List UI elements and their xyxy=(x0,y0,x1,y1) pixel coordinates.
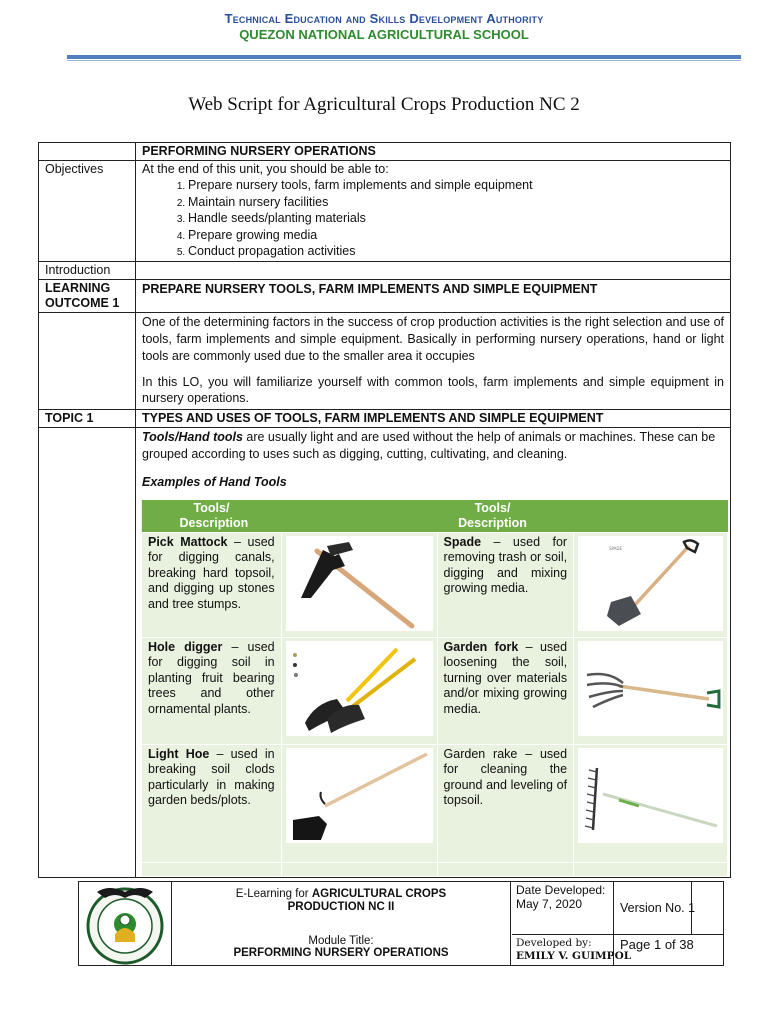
introduction-cell xyxy=(136,261,731,279)
objective-item: 3. Handle seeds/planting materials xyxy=(188,210,724,227)
elearning-course-line1: AGRICULTURAL CROPS xyxy=(311,888,447,900)
developed-label: Developed by: xyxy=(516,937,592,949)
pick-mattock-icon xyxy=(286,536,433,631)
learning-outcome-label xyxy=(39,279,136,312)
topic-content xyxy=(136,427,731,877)
hole-digger-image xyxy=(281,637,437,744)
blank-cell xyxy=(39,143,136,161)
tool-desc-hole-digger: Hole digger – used for digging soil in planting fruit bearing trees and other ornamental plants. xyxy=(142,637,282,744)
objective-item: 1. Prepare nursery tools, farm implements and simple equipment xyxy=(188,177,724,194)
lo-label-line1: LEARNING xyxy=(45,280,111,295)
objective-item: 5. Conduct propagation activities xyxy=(188,243,724,260)
hole-digger-icon xyxy=(286,641,433,736)
spacer-cell xyxy=(281,862,437,876)
tool-desc-light-hoe: Light Hoe – used in breaking soil clods particularly in making garden beds/plots. xyxy=(142,744,282,862)
school-seal-icon xyxy=(79,882,171,965)
objectives-list xyxy=(142,177,724,260)
tools-table xyxy=(141,500,728,877)
topic-text: are usually light and are used without the help of animals or machines. These can be grouped according to uses such as digging, cutting, cultivating, and cleaning. xyxy=(142,429,716,461)
svg-text:SPADE: SPADE xyxy=(609,545,623,551)
module-title: PERFORMING NURSERY OPERATIONS xyxy=(233,947,449,959)
garden-rake-image xyxy=(574,744,728,862)
footer-block xyxy=(78,881,724,966)
topic-intro xyxy=(142,429,724,463)
school-header: QUEZON NATIONAL AGRICULTURAL SCHOOL xyxy=(239,27,529,42)
module-title-cell xyxy=(172,935,511,965)
garden-rake-icon xyxy=(578,748,723,843)
topic-lead: Tools/Hand tools xyxy=(142,429,243,444)
topic-title: TYPES AND USES OF TOOLS, FARM IMPLEMENTS AND SIMPLE EQUIPMENT xyxy=(136,409,731,427)
spacer-cell xyxy=(574,862,728,876)
objectives-cell xyxy=(136,161,731,262)
blank-cell xyxy=(39,427,136,877)
module-label: Module Title: xyxy=(308,935,374,947)
examples-title: Examples of Hand Tools xyxy=(142,474,287,489)
developer-name: EMILY V. GUIMPOL xyxy=(516,950,632,962)
date-value: May 7, 2020 xyxy=(516,897,583,911)
garden-fork-image xyxy=(574,637,728,744)
page-number: Page 1 of 38 xyxy=(620,937,694,952)
elearning-course xyxy=(172,882,511,935)
version-number: Version No. 1 xyxy=(613,882,723,935)
school-seal-logo xyxy=(79,882,172,965)
introduction-label: Introduction xyxy=(39,261,136,279)
objective-item: 2. Maintain nursery facilities xyxy=(188,194,724,211)
spade-image xyxy=(574,532,728,637)
tools-header-2: Tools/ Description xyxy=(437,500,727,533)
tool-desc-spade: Spade – used for removing trash or soil, digging and mixing growing media. xyxy=(437,532,574,637)
tools-header-1: Tools/ Description xyxy=(142,500,438,533)
agency-header: Technical Education and Skills Development Authority xyxy=(224,11,544,26)
header-rule-thin xyxy=(67,60,741,61)
objectives-intro: At the end of this unit, you should be able to: xyxy=(142,162,389,176)
objectives-label: Objectives xyxy=(39,161,136,262)
blank-cell xyxy=(39,312,136,409)
learning-outcome-title: PREPARE NURSERY TOOLS, FARM IMPLEMENTS AND SIMPLE EQUIPMENT xyxy=(136,279,731,312)
light-hoe-image xyxy=(281,744,437,862)
tool-desc-garden-rake: Garden rake – used for cleaning the ground and leveling of topsoil. xyxy=(437,744,574,862)
garden-fork-icon xyxy=(578,641,723,736)
objective-item: 4. Prepare growing media xyxy=(188,227,724,244)
document-title: Web Script for Agricultural Crops Production NC 2 xyxy=(188,94,580,115)
header-rule xyxy=(67,55,741,59)
unit-table xyxy=(38,142,731,878)
spacer-cell xyxy=(142,862,282,876)
lo-label-line2: OUTCOME 1 xyxy=(45,295,120,310)
elearning-course-line2: PRODUCTION NC II xyxy=(287,901,395,913)
spacer-cell xyxy=(437,862,574,876)
unit-title: PERFORMING NURSERY OPERATIONS xyxy=(136,143,731,161)
lo-paragraph-2: In this LO, you will familiarize yourself with common tools, farm implements and simple equipment in nursery operations. xyxy=(142,374,724,405)
tool-desc-pick-mattock: Pick Mattock – used for digging canals, breaking hard topsoil, and digging up stones and tree stumps. xyxy=(142,532,282,637)
elearning-prefix: E-Learning for xyxy=(235,888,312,900)
spade-icon xyxy=(578,536,723,631)
topic-label: TOPIC 1 xyxy=(39,409,136,427)
pick-mattock-image xyxy=(281,532,437,637)
tool-desc-garden-fork: Garden fork – used loosening the soil, turning over materials and/or mixing growing media. xyxy=(437,637,574,744)
date-label: Date Developed: xyxy=(516,883,606,897)
lo-description xyxy=(136,312,731,409)
lo-paragraph-1: One of the determining factors in the success of crop production activities is the right selection and use of tools, farm implements and simple equipment. Basically in performing nursery operations, hand or light tools are commonly used due to the smaller area it occupies xyxy=(142,314,724,363)
light-hoe-icon xyxy=(286,748,433,843)
developed-by-cell xyxy=(512,935,632,965)
